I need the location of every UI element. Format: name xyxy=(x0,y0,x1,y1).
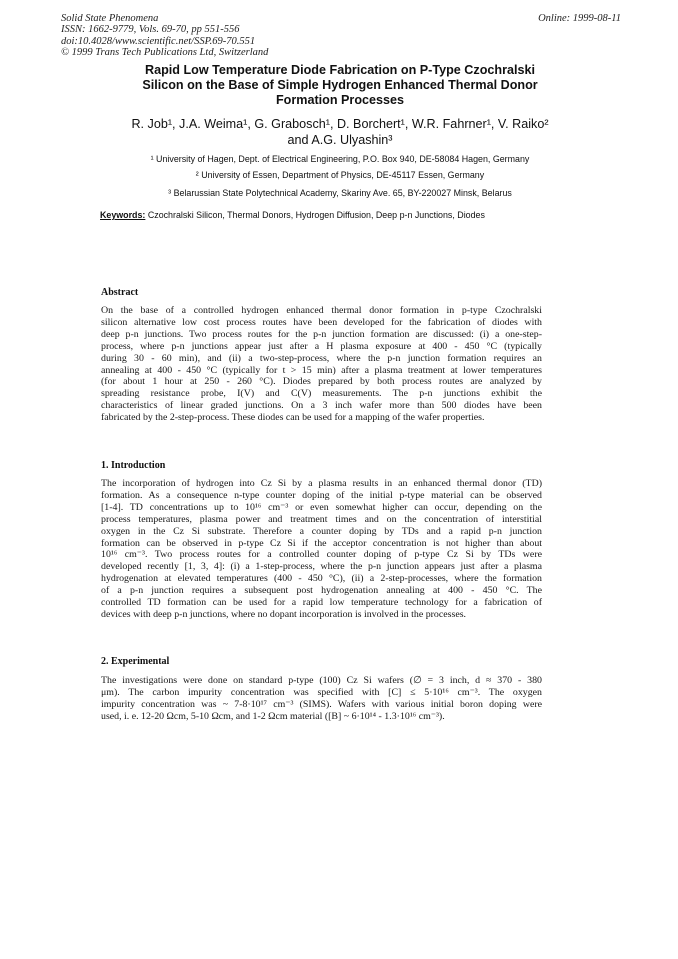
text-line: formation. As a consequence n-type counter doping of the initial p-type material can be observed xyxy=(101,489,542,501)
abstract-text xyxy=(101,305,542,424)
experimental-text xyxy=(101,675,542,723)
text-line: during 30 - 60 min), and (ii) a two-step-process, where the p-n junction formation requires an xyxy=(101,352,542,364)
text-line: 10¹⁶ cm⁻³. Two process routes for a controlled counter doping of p-type Cz Si by TDs were xyxy=(101,549,542,561)
text-line: fabricated by the 2-step-process. These diodes can be used for a mapping of the wafer properties. xyxy=(101,412,485,424)
online-date: Online: 1999-08-11 xyxy=(538,13,621,24)
affiliation-minsk: ³ Belarussian State Polytechnical Academy, Skariny Ave. 65, BY-220027 Minsk, Belarus xyxy=(168,188,512,198)
text-line: developed recently [1, 3, 4]: (i) a 1-step-process, where the p-n junction appears just after a plasma xyxy=(101,561,542,573)
journal-doi: doi:10.4028/www.scientific.net/SSP.69-70.551 xyxy=(61,35,256,47)
title-line: Silicon on the Base of Simple Hydrogen Enhanced Thermal Donor xyxy=(142,78,538,92)
text-line: oxygen in the Cz Si substrate. Therefore a counter doping by TDs and a rapid p-n junction xyxy=(101,525,542,537)
text-line: impurity concentration was ~ 7-8·10¹⁷ cm⁻³ (SIMS). Wafers with various initial boron doping were xyxy=(101,698,542,710)
text-line: spreading resistance probe, I(V) and C(V) measurements. The p-n junctions exhibit the xyxy=(101,388,542,400)
keywords-label: Keywords: xyxy=(100,210,146,220)
abstract-heading: Abstract xyxy=(101,287,139,298)
text-line: formation can be observed in p-type Cz Si if the acceptor concentration is not higher than about xyxy=(101,537,542,549)
text-line: of a p-n junction requires a subsequent post hydrogenation annealing at 400 - 450 °C. The xyxy=(101,585,542,597)
journal-issn: ISSN: 1662-9779, Vols. 69-70, pp 551-556 xyxy=(61,24,240,36)
journal-name: Solid State Phenomena xyxy=(61,13,159,24)
author-line: R. Job¹, J.A. Weima¹, G. Grabosch¹, D. Borchert¹, W.R. Fahrner¹, V. Raiko² xyxy=(131,117,549,131)
text-line: characteristics of linear graded junctions. On a 3 inch wafer more than 500 diodes have been xyxy=(101,400,542,412)
text-line: devices with deep p-n junctions, where no dopant incorporation is involved in the processes. xyxy=(101,608,467,620)
text-line: silicon alternative low cost process routes have been developed for the fabrication of diodes with xyxy=(101,316,542,328)
text-line: deep p-n junctions. Two process routes for the p-n junction formation are discussed: (i) a one-step- xyxy=(101,328,542,340)
author-list xyxy=(60,117,620,148)
text-line: hydrogenation at elevated temperatures (400 - 450 °C), (ii) a 2-step-processes, where the formation xyxy=(101,573,542,585)
introduction-text xyxy=(101,478,542,621)
affiliation-hagen: ¹ University of Hagen, Dept. of Electrical Engineering, P.O. Box 940, DE-58084 Hagen, Germany xyxy=(150,154,530,164)
keywords-text: Czochralski Silicon, Thermal Donors, Hydrogen Diffusion, Deep p-n Junctions, Diodes xyxy=(145,210,485,220)
journal-header xyxy=(61,13,621,59)
affiliation-essen: ² University of Essen, Department of Physics, DE-45117 Essen, Germany xyxy=(195,170,485,180)
title-line: Rapid Low Temperature Diode Fabrication on P-Type Czochralski xyxy=(145,63,535,77)
keywords xyxy=(100,210,590,221)
text-line: μm). The carbon impurity concentration was specified with [C] ≤ 5·10¹⁶ cm⁻³. The oxygen xyxy=(101,686,542,698)
author-line: and A.G. Ulyashin³ xyxy=(287,132,393,147)
text-line: On the base of a controlled hydrogen enhanced thermal donor formation in p-type Czochralski xyxy=(101,305,542,316)
text-line: [1-4]. TD concentrations up to 10¹⁶ cm⁻³ or even somewhat higher can occur, depending on the xyxy=(101,501,542,513)
text-line: (for about 1 hour at 250 - 260 °C). Diodes prepared by both process routes are analyzed by xyxy=(101,376,542,388)
introduction-heading: 1. Introduction xyxy=(101,460,166,471)
experimental-heading: 2. Experimental xyxy=(101,656,170,667)
text-line: used, i. e. 12-20 Ωcm, 5-10 Ωcm, and 1-2 Ωcm material ([B] ~ 6·10¹⁴ - 1.3·10¹⁶ cm⁻³). xyxy=(101,710,445,722)
title-line: Formation Processes xyxy=(275,93,405,107)
text-line: process, where p-n junctions appear just after a H plasma exposure at 400 - 450 °C (typically xyxy=(101,340,542,352)
text-line: annealing at 400 - 450 °C (typically for t > 15 min) after a plasma treatment at lower temperatures xyxy=(101,364,542,376)
paper-title xyxy=(80,63,600,108)
text-line: The investigations were done on standard p-type (100) Cz Si wafers (∅ = 3 inch, d ≈ 370 - 380 xyxy=(101,675,542,686)
journal-copyright: © 1999 Trans Tech Publications Ltd, Switzerland xyxy=(61,47,269,59)
text-line: process temperatures, plasma power and treatment times and on the concentration of interstitial xyxy=(101,513,542,525)
text-line: controlled TD formation can be used for a rapid low temperature technology for a fabrication of xyxy=(101,597,542,609)
text-line: The incorporation of hydrogen into Cz Si by a plasma results in an enhanced thermal donor (TD) xyxy=(101,478,542,489)
